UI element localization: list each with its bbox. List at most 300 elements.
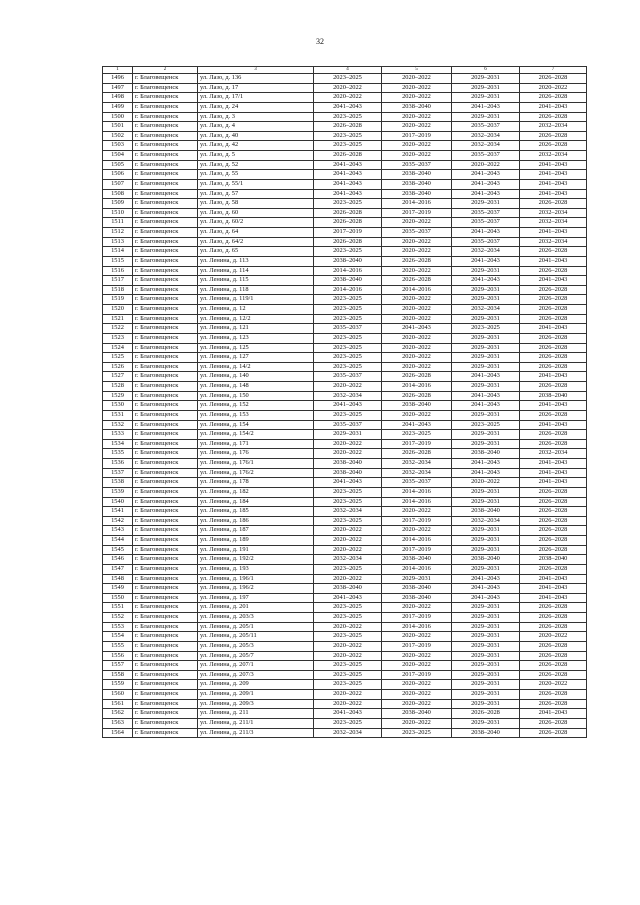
city-cell: г. Благовещенск xyxy=(133,102,198,112)
address-cell: ул. Ленина, д. 176 xyxy=(198,449,314,459)
row-number-cell: 1506 xyxy=(103,170,133,180)
period-cell-4: 2023–2025 xyxy=(314,632,382,642)
city-cell: г. Благовещенск xyxy=(133,256,198,266)
table-row xyxy=(103,545,587,555)
period-cell-7: 2041–2043 xyxy=(520,401,587,411)
row-number-cell: 1552 xyxy=(103,613,133,623)
address-cell: ул. Ленина, д. 148 xyxy=(198,382,314,392)
address-cell: ул. Ленина, д. 115 xyxy=(198,276,314,286)
table-row xyxy=(103,295,587,305)
address-cell: ул. Лазо, д. 65 xyxy=(198,247,314,257)
city-cell: г. Благовещенск xyxy=(133,516,198,526)
period-cell-4: 2041–2043 xyxy=(314,593,382,603)
city-cell: г. Благовещенск xyxy=(133,333,198,343)
row-number-cell: 1529 xyxy=(103,391,133,401)
period-cell-7: 2041–2043 xyxy=(520,324,587,334)
period-cell-4: 2041–2043 xyxy=(314,189,382,199)
period-cell-4: 2020–2022 xyxy=(314,641,382,651)
period-cell-5: 2020–2022 xyxy=(382,141,452,151)
city-cell: г. Благовещенск xyxy=(133,266,198,276)
city-cell: г. Благовещенск xyxy=(133,459,198,469)
table-row xyxy=(103,430,587,440)
address-cell: ул. Ленина, д. 211/1 xyxy=(198,718,314,728)
city-cell: г. Благовещенск xyxy=(133,555,198,565)
address-cell: ул. Ленина, д. 196/1 xyxy=(198,574,314,584)
period-cell-4: 2020–2022 xyxy=(314,574,382,584)
city-cell: г. Благовещенск xyxy=(133,401,198,411)
period-cell-4: 2020–2022 xyxy=(314,449,382,459)
table-row xyxy=(103,728,587,738)
address-cell: ул. Ленина, д. 176/2 xyxy=(198,468,314,478)
period-cell-4: 2020–2022 xyxy=(314,93,382,103)
period-cell-4: 2041–2043 xyxy=(314,478,382,488)
table-row xyxy=(103,574,587,584)
city-cell: г. Благовещенск xyxy=(133,295,198,305)
row-number-cell: 1541 xyxy=(103,507,133,517)
period-cell-7: 2020–2022 xyxy=(520,83,587,93)
period-cell-5: 2038–2040 xyxy=(382,189,452,199)
row-number-cell: 1520 xyxy=(103,305,133,315)
table-row xyxy=(103,208,587,218)
period-cell-6: 2041–2043 xyxy=(452,468,520,478)
row-number-cell: 1558 xyxy=(103,670,133,680)
period-cell-6: 2041–2043 xyxy=(452,189,520,199)
address-cell: ул. Лазо, д. 42 xyxy=(198,141,314,151)
period-cell-4: 2035–2037 xyxy=(314,324,382,334)
period-cell-4: 2038–2040 xyxy=(314,584,382,594)
period-cell-4: 2023–2025 xyxy=(314,718,382,728)
address-cell: ул. Лазо, д. 4 xyxy=(198,122,314,132)
row-number-cell: 1504 xyxy=(103,151,133,161)
table-row xyxy=(103,333,587,343)
header-row xyxy=(103,67,587,74)
period-cell-4: 2023–2025 xyxy=(314,199,382,209)
table-row xyxy=(103,324,587,334)
period-cell-7: 2041–2043 xyxy=(520,420,587,430)
period-cell-6: 2023–2025 xyxy=(452,420,520,430)
period-cell-7: 2041–2043 xyxy=(520,228,587,238)
period-cell-7: 2026–2028 xyxy=(520,410,587,420)
row-number-cell: 1500 xyxy=(103,112,133,122)
address-cell: ул. Ленина, д. 176/1 xyxy=(198,459,314,469)
table-row xyxy=(103,112,587,122)
row-number-cell: 1527 xyxy=(103,372,133,382)
period-cell-5: 2038–2040 xyxy=(382,709,452,719)
city-cell: г. Благовещенск xyxy=(133,574,198,584)
period-cell-5: 2014–2016 xyxy=(382,285,452,295)
address-cell: ул. Ленина, д. 119/1 xyxy=(198,295,314,305)
city-cell: г. Благовещенск xyxy=(133,305,198,315)
period-cell-4: 2014–2016 xyxy=(314,285,382,295)
city-cell: г. Благовещенск xyxy=(133,160,198,170)
period-cell-6: 2041–2043 xyxy=(452,401,520,411)
period-cell-5: 2020–2022 xyxy=(382,314,452,324)
table-row xyxy=(103,670,587,680)
period-cell-5: 2017–2019 xyxy=(382,208,452,218)
period-cell-5: 2038–2040 xyxy=(382,179,452,189)
period-cell-7: 2026–2028 xyxy=(520,564,587,574)
address-cell: ул. Ленина, д. 182 xyxy=(198,487,314,497)
city-cell: г. Благовещенск xyxy=(133,285,198,295)
city-cell: г. Благовещенск xyxy=(133,680,198,690)
city-cell: г. Благовещенск xyxy=(133,526,198,536)
row-number-cell: 1530 xyxy=(103,401,133,411)
period-cell-7: 2032–2034 xyxy=(520,449,587,459)
period-cell-5: 2029–2031 xyxy=(382,574,452,584)
period-cell-5: 2017–2019 xyxy=(382,613,452,623)
address-cell: ул. Ленина, д. 207/1 xyxy=(198,661,314,671)
period-cell-7: 2026–2028 xyxy=(520,651,587,661)
period-cell-7: 2026–2028 xyxy=(520,266,587,276)
city-cell: г. Благовещенск xyxy=(133,632,198,642)
address-cell: ул. Ленина, д. 192/2 xyxy=(198,555,314,565)
row-number-cell: 1551 xyxy=(103,603,133,613)
period-cell-6: 2035–2037 xyxy=(452,237,520,247)
period-cell-7: 2041–2043 xyxy=(520,256,587,266)
row-number-cell: 1542 xyxy=(103,516,133,526)
city-cell: г. Благовещенск xyxy=(133,141,198,151)
period-cell-6: 2029–2031 xyxy=(452,690,520,700)
period-cell-5: 2014–2016 xyxy=(382,382,452,392)
period-cell-6: 2041–2043 xyxy=(452,459,520,469)
city-cell: г. Благовещенск xyxy=(133,151,198,161)
row-number-cell: 1563 xyxy=(103,718,133,728)
period-cell-5: 2020–2022 xyxy=(382,122,452,132)
row-number-cell: 1498 xyxy=(103,93,133,103)
city-cell: г. Благовещенск xyxy=(133,276,198,286)
period-cell-6: 2029–2031 xyxy=(452,199,520,209)
period-cell-5: 2020–2022 xyxy=(382,718,452,728)
table-row xyxy=(103,536,587,546)
period-cell-7: 2026–2028 xyxy=(520,333,587,343)
table-row xyxy=(103,555,587,565)
period-cell-6: 2041–2043 xyxy=(452,391,520,401)
row-number-cell: 1557 xyxy=(103,661,133,671)
row-number-cell: 1554 xyxy=(103,632,133,642)
row-number-cell: 1497 xyxy=(103,83,133,93)
period-cell-7: 2038–2040 xyxy=(520,391,587,401)
period-cell-7: 2041–2043 xyxy=(520,593,587,603)
period-cell-4: 2020–2022 xyxy=(314,526,382,536)
city-cell: г. Благовещенск xyxy=(133,622,198,632)
city-cell: г. Благовещенск xyxy=(133,170,198,180)
table-row xyxy=(103,228,587,238)
period-cell-5: 2014–2016 xyxy=(382,622,452,632)
period-cell-7: 2026–2028 xyxy=(520,131,587,141)
period-cell-6: 2029–2031 xyxy=(452,622,520,632)
period-cell-5: 2020–2022 xyxy=(382,237,452,247)
period-cell-4: 2035–2037 xyxy=(314,372,382,382)
period-cell-4: 2023–2025 xyxy=(314,112,382,122)
row-number-cell: 1496 xyxy=(103,74,133,84)
row-number-cell: 1560 xyxy=(103,690,133,700)
period-cell-5: 2020–2022 xyxy=(382,651,452,661)
period-cell-5: 2020–2022 xyxy=(382,333,452,343)
period-cell-4: 2017–2019 xyxy=(314,228,382,238)
city-cell: г. Благовещенск xyxy=(133,593,198,603)
period-cell-7: 2032–2034 xyxy=(520,208,587,218)
period-cell-5: 2017–2019 xyxy=(382,516,452,526)
period-cell-7: 2026–2028 xyxy=(520,536,587,546)
city-cell: г. Благовещенск xyxy=(133,353,198,363)
table-row xyxy=(103,218,587,228)
column-header: 3 xyxy=(198,67,314,74)
table-row xyxy=(103,237,587,247)
address-cell: ул. Ленина, д. 127 xyxy=(198,353,314,363)
period-cell-5: 2035–2037 xyxy=(382,160,452,170)
address-cell: ул. Лазо, д. 58 xyxy=(198,199,314,209)
address-cell: ул. Ленина, д. 118 xyxy=(198,285,314,295)
period-cell-4: 2023–2025 xyxy=(314,603,382,613)
row-number-cell: 1545 xyxy=(103,545,133,555)
column-header: 4 xyxy=(314,67,382,74)
address-cell: ул. Лазо, д. 3 xyxy=(198,112,314,122)
period-cell-5: 2017–2019 xyxy=(382,439,452,449)
period-cell-7: 2026–2028 xyxy=(520,516,587,526)
city-cell: г. Благовещенск xyxy=(133,410,198,420)
row-number-cell: 1537 xyxy=(103,468,133,478)
address-cell: ул. Ленина, д. 154/2 xyxy=(198,430,314,440)
period-cell-6: 2041–2043 xyxy=(452,584,520,594)
table-row xyxy=(103,305,587,315)
period-cell-6: 2029–2031 xyxy=(452,603,520,613)
period-cell-7: 2026–2028 xyxy=(520,526,587,536)
housing-registry-table xyxy=(102,66,587,738)
period-cell-7: 2041–2043 xyxy=(520,709,587,719)
period-cell-5: 2017–2019 xyxy=(382,131,452,141)
period-cell-5: 2014–2016 xyxy=(382,564,452,574)
row-number-cell: 1501 xyxy=(103,122,133,132)
period-cell-4: 2020–2022 xyxy=(314,83,382,93)
row-number-cell: 1511 xyxy=(103,218,133,228)
row-number-cell: 1512 xyxy=(103,228,133,238)
address-cell: ул. Лазо, д. 40 xyxy=(198,131,314,141)
address-cell: ул. Ленина, д. 191 xyxy=(198,545,314,555)
address-cell: ул. Ленина, д. 205/7 xyxy=(198,651,314,661)
row-number-cell: 1535 xyxy=(103,449,133,459)
period-cell-6: 2029–2031 xyxy=(452,382,520,392)
period-cell-7: 2026–2028 xyxy=(520,690,587,700)
table-row xyxy=(103,93,587,103)
period-cell-7: 2041–2043 xyxy=(520,459,587,469)
row-number-cell: 1559 xyxy=(103,680,133,690)
period-cell-4: 2023–2025 xyxy=(314,497,382,507)
period-cell-5: 2020–2022 xyxy=(382,661,452,671)
address-cell: ул. Ленина, д. 205/3 xyxy=(198,641,314,651)
period-cell-5: 2035–2037 xyxy=(382,478,452,488)
period-cell-6: 2032–2034 xyxy=(452,141,520,151)
row-number-cell: 1556 xyxy=(103,651,133,661)
city-cell: г. Благовещенск xyxy=(133,343,198,353)
city-cell: г. Благовещенск xyxy=(133,314,198,324)
period-cell-4: 2032–2034 xyxy=(314,507,382,517)
period-cell-7: 2026–2028 xyxy=(520,247,587,257)
table-row xyxy=(103,382,587,392)
period-cell-5: 2026–2028 xyxy=(382,449,452,459)
page-number: 32 xyxy=(316,37,324,46)
address-cell: ул. Ленина, д. 189 xyxy=(198,536,314,546)
address-cell: ул. Лазо, д. 57 xyxy=(198,189,314,199)
period-cell-6: 2041–2043 xyxy=(452,256,520,266)
city-cell: г. Благовещенск xyxy=(133,690,198,700)
period-cell-7: 2026–2028 xyxy=(520,362,587,372)
table-row xyxy=(103,83,587,93)
table-row xyxy=(103,391,587,401)
row-number-cell: 1538 xyxy=(103,478,133,488)
city-cell: г. Благовещенск xyxy=(133,564,198,574)
period-cell-4: 2023–2025 xyxy=(314,661,382,671)
table-row xyxy=(103,102,587,112)
period-cell-6: 2035–2037 xyxy=(452,122,520,132)
city-cell: г. Благовещенск xyxy=(133,641,198,651)
period-cell-6: 2041–2043 xyxy=(452,574,520,584)
period-cell-4: 2035–2037 xyxy=(314,420,382,430)
table-row xyxy=(103,497,587,507)
address-cell: ул. Ленина, д. 152 xyxy=(198,401,314,411)
period-cell-7: 2026–2028 xyxy=(520,74,587,84)
city-cell: г. Благовещенск xyxy=(133,430,198,440)
period-cell-6: 2029–2031 xyxy=(452,333,520,343)
period-cell-4: 2023–2025 xyxy=(314,680,382,690)
row-number-cell: 1546 xyxy=(103,555,133,565)
row-number-cell: 1539 xyxy=(103,487,133,497)
address-cell: ул. Ленина, д. 171 xyxy=(198,439,314,449)
column-header: 1 xyxy=(103,67,133,74)
table-row xyxy=(103,613,587,623)
row-number-cell: 1502 xyxy=(103,131,133,141)
period-cell-5: 2026–2028 xyxy=(382,391,452,401)
period-cell-5: 2038–2040 xyxy=(382,555,452,565)
table-row xyxy=(103,131,587,141)
table-row xyxy=(103,247,587,257)
period-cell-4: 2038–2040 xyxy=(314,256,382,266)
address-cell: ул. Ленина, д. 114 xyxy=(198,266,314,276)
period-cell-6: 2020–2022 xyxy=(452,478,520,488)
period-cell-4: 2041–2043 xyxy=(314,179,382,189)
table-row xyxy=(103,526,587,536)
period-cell-5: 2020–2022 xyxy=(382,343,452,353)
period-cell-6: 2029–2031 xyxy=(452,74,520,84)
period-cell-5: 2026–2028 xyxy=(382,256,452,266)
address-cell: ул. Ленина, д. 113 xyxy=(198,256,314,266)
period-cell-7: 2026–2028 xyxy=(520,487,587,497)
period-cell-6: 2029–2031 xyxy=(452,718,520,728)
row-number-cell: 1513 xyxy=(103,237,133,247)
period-cell-5: 2017–2019 xyxy=(382,545,452,555)
address-cell: ул. Ленина, д. 12 xyxy=(198,305,314,315)
period-cell-5: 2023–2025 xyxy=(382,728,452,738)
period-cell-5: 2020–2022 xyxy=(382,247,452,257)
city-cell: г. Благовещенск xyxy=(133,584,198,594)
address-cell: ул. Ленина, д. 150 xyxy=(198,391,314,401)
address-cell: ул. Ленина, д. 186 xyxy=(198,516,314,526)
period-cell-5: 2014–2016 xyxy=(382,536,452,546)
address-cell: ул. Ленина, д. 197 xyxy=(198,593,314,603)
table-row xyxy=(103,516,587,526)
city-cell: г. Благовещенск xyxy=(133,478,198,488)
city-cell: г. Благовещенск xyxy=(133,237,198,247)
city-cell: г. Благовещенск xyxy=(133,218,198,228)
address-cell: ул. Ленина, д. 205/11 xyxy=(198,632,314,642)
period-cell-6: 2041–2043 xyxy=(452,228,520,238)
city-cell: г. Благовещенск xyxy=(133,728,198,738)
period-cell-5: 2032–2034 xyxy=(382,459,452,469)
period-cell-7: 2026–2028 xyxy=(520,353,587,363)
period-cell-4: 2026–2028 xyxy=(314,218,382,228)
address-cell: ул. Ленина, д. 203/3 xyxy=(198,613,314,623)
city-cell: г. Благовещенск xyxy=(133,74,198,84)
address-cell: ул. Лазо, д. 60/2 xyxy=(198,218,314,228)
table-row xyxy=(103,584,587,594)
period-cell-4: 2041–2043 xyxy=(314,709,382,719)
period-cell-7: 2038–2040 xyxy=(520,555,587,565)
row-number-cell: 1544 xyxy=(103,536,133,546)
city-cell: г. Благовещенск xyxy=(133,507,198,517)
period-cell-7: 2041–2043 xyxy=(520,468,587,478)
address-cell: ул. Ленина, д. 184 xyxy=(198,497,314,507)
column-header: 7 xyxy=(520,67,587,74)
table-row xyxy=(103,661,587,671)
period-cell-7: 2032–2034 xyxy=(520,218,587,228)
period-cell-5: 2041–2043 xyxy=(382,324,452,334)
city-cell: г. Благовещенск xyxy=(133,93,198,103)
address-cell: ул. Ленина, д. 178 xyxy=(198,478,314,488)
period-cell-4: 2020–2022 xyxy=(314,536,382,546)
period-cell-6: 2029–2031 xyxy=(452,314,520,324)
period-cell-7: 2041–2043 xyxy=(520,574,587,584)
city-cell: г. Благовещенск xyxy=(133,651,198,661)
period-cell-4: 2023–2025 xyxy=(314,516,382,526)
period-cell-4: 2023–2025 xyxy=(314,141,382,151)
period-cell-7: 2041–2043 xyxy=(520,189,587,199)
address-cell: ул. Лазо, д. 136 xyxy=(198,74,314,84)
city-cell: г. Благовещенск xyxy=(133,189,198,199)
period-cell-6: 2029–2031 xyxy=(452,353,520,363)
address-cell: ул. Ленина, д. 12/2 xyxy=(198,314,314,324)
period-cell-7: 2032–2034 xyxy=(520,237,587,247)
period-cell-4: 2029–2031 xyxy=(314,430,382,440)
table-body xyxy=(103,74,587,738)
period-cell-7: 2026–2028 xyxy=(520,641,587,651)
period-cell-7: 2041–2043 xyxy=(520,102,587,112)
table-row xyxy=(103,285,587,295)
period-cell-6: 2038–2040 xyxy=(452,449,520,459)
period-cell-5: 2038–2040 xyxy=(382,593,452,603)
period-cell-6: 2029–2031 xyxy=(452,362,520,372)
table-row xyxy=(103,276,587,286)
period-cell-7: 2026–2028 xyxy=(520,93,587,103)
period-cell-4: 2023–2025 xyxy=(314,362,382,372)
period-cell-4: 2023–2025 xyxy=(314,305,382,315)
period-cell-6: 2029–2031 xyxy=(452,632,520,642)
table-row xyxy=(103,459,587,469)
address-cell: ул. Лазо, д. 52 xyxy=(198,160,314,170)
period-cell-7: 2026–2028 xyxy=(520,439,587,449)
row-number-cell: 1534 xyxy=(103,439,133,449)
city-cell: г. Благовещенск xyxy=(133,122,198,132)
city-cell: г. Благовещенск xyxy=(133,699,198,709)
period-cell-5: 2020–2022 xyxy=(382,93,452,103)
period-cell-5: 2020–2022 xyxy=(382,112,452,122)
city-cell: г. Благовещенск xyxy=(133,372,198,382)
row-number-cell: 1536 xyxy=(103,459,133,469)
row-number-cell: 1514 xyxy=(103,247,133,257)
period-cell-5: 2017–2019 xyxy=(382,670,452,680)
city-cell: г. Благовещенск xyxy=(133,228,198,238)
address-cell: ул. Ленина, д. 140 xyxy=(198,372,314,382)
period-cell-5: 2020–2022 xyxy=(382,362,452,372)
table-row xyxy=(103,256,587,266)
